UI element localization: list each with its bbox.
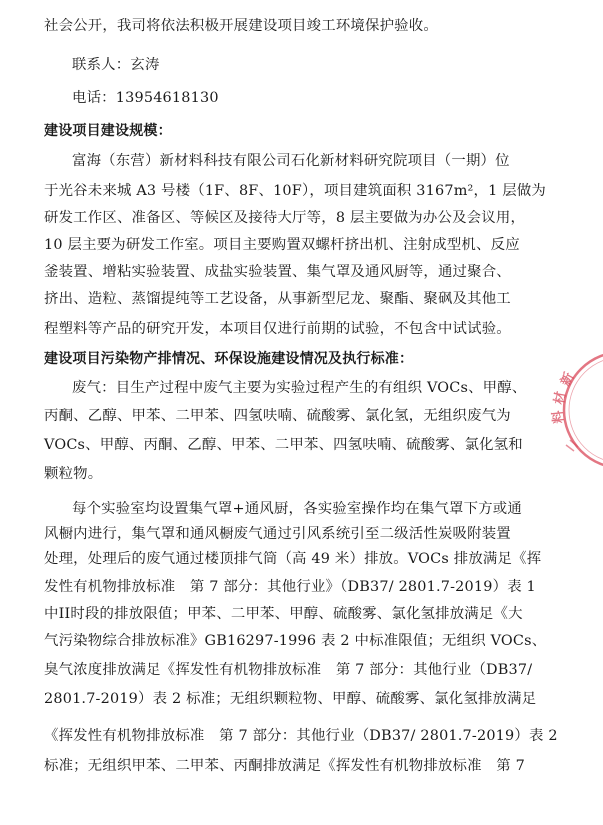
text-line: 富海（东营）新材料科技有限公司石化新材料研究院项目（一期）位 xyxy=(72,153,510,169)
text-line: 标准；无组织甲苯、二甲苯、丙酮排放满足《挥发性有机物排放标准 第 7 xyxy=(44,758,526,774)
text-line: 丙酮、乙醇、甲苯、二甲苯、四氢呋喃、硫酸雾、氯化氢，无组织废气为 xyxy=(44,408,511,424)
text-line: 气污染物综合排放标准》GB16297-1996 表 2 中标准限值；无组织 VOCs、 xyxy=(44,633,547,649)
text-line: 于光谷未来城 A3 号楼（1F、8F、10F），项目建筑面积 3167m²，1 层做为 xyxy=(44,183,547,199)
section-heading-scale: 建设项目建设规模： xyxy=(44,123,172,139)
text-line: 釜装置、增粘实验装置、成盐实验装置、集气罩及通风厨等，通过聚合、 xyxy=(44,264,511,280)
text-line: VOCs、甲醇、丙酮、乙醇、甲苯、二甲苯、四氢呋喃、硫酸雾、氯化氢和 xyxy=(44,437,523,453)
company-seal-stamp xyxy=(550,345,603,475)
text-line: 处理，处理后的废气通过楼顶排气筒（高 49 米）排放。VOCs 排放满足《挥 xyxy=(44,551,542,567)
svg-text:材: 材 xyxy=(552,390,570,406)
text-line: 风橱内进行，集气罩和通风橱废气通过引风系统引至二级活性炭吸附装置 xyxy=(44,526,511,542)
phone-line: 电话：13954618130 xyxy=(72,90,219,106)
text-line: 2801.7-2019）表 2 标准；无组织颗粒物、甲醇、硫酸雾、氯化氢排放满足 xyxy=(44,691,537,707)
contact-person-line: 联系人：玄涛 xyxy=(72,57,160,73)
text-line: 中II时段的排放限值；甲苯、二甲苯、甲醇、硫酸雾、氯化氢排放满足《大 xyxy=(44,606,523,622)
text-line: 废气：目生产过程中废气主要为实验过程产生的有组织 VOCs、甲醇、 xyxy=(72,380,527,396)
text-line: 程塑料等产品的研究开发，本项目仅进行前期的试验，不包含中试试验。 xyxy=(44,321,511,337)
text-line: 颗粒物。 xyxy=(44,466,103,482)
svg-text:料: 料 xyxy=(550,409,567,425)
text-line: 每个实验室均设置集气罩+通风厨，各实验室操作均在集气罩下方或通 xyxy=(72,501,522,517)
text-line: 臭气浓度排放满足《挥发性有机物排放标准 第 7 部分：其他行业（DB37/ xyxy=(44,662,533,678)
text-line: 社会公开，我司将依法积极开展建设项目竣工环境保护验收。 xyxy=(44,18,438,34)
text-line: 挤出、造粒、蒸馏提纯等工艺设备，从事新型尼龙、聚酯、聚砜及其他工 xyxy=(44,291,511,307)
text-line: 发性有机物排放标准 第 7 部分：其他行业》（DB37/ 2801.7-2019）表 1 xyxy=(44,579,536,595)
text-line: 研发工作区、准备区、等候区及接待大厅等，8 层主要做为办公及会议用， xyxy=(44,210,526,226)
text-line: 《挥发性有机物排放标准 第 7 部分：其他行业（DB37/ 2801.7-2019）表 2 xyxy=(44,728,558,744)
section-heading-pollution: 建设项目污染物产排情况、环保设施建设情况及执行标准： xyxy=(44,351,414,367)
text-line: 10 层主要为研发工作室。项目主要购置双螺杆挤出机、注射成型机、反应 xyxy=(44,237,520,253)
svg-text:新: 新 xyxy=(558,370,578,389)
